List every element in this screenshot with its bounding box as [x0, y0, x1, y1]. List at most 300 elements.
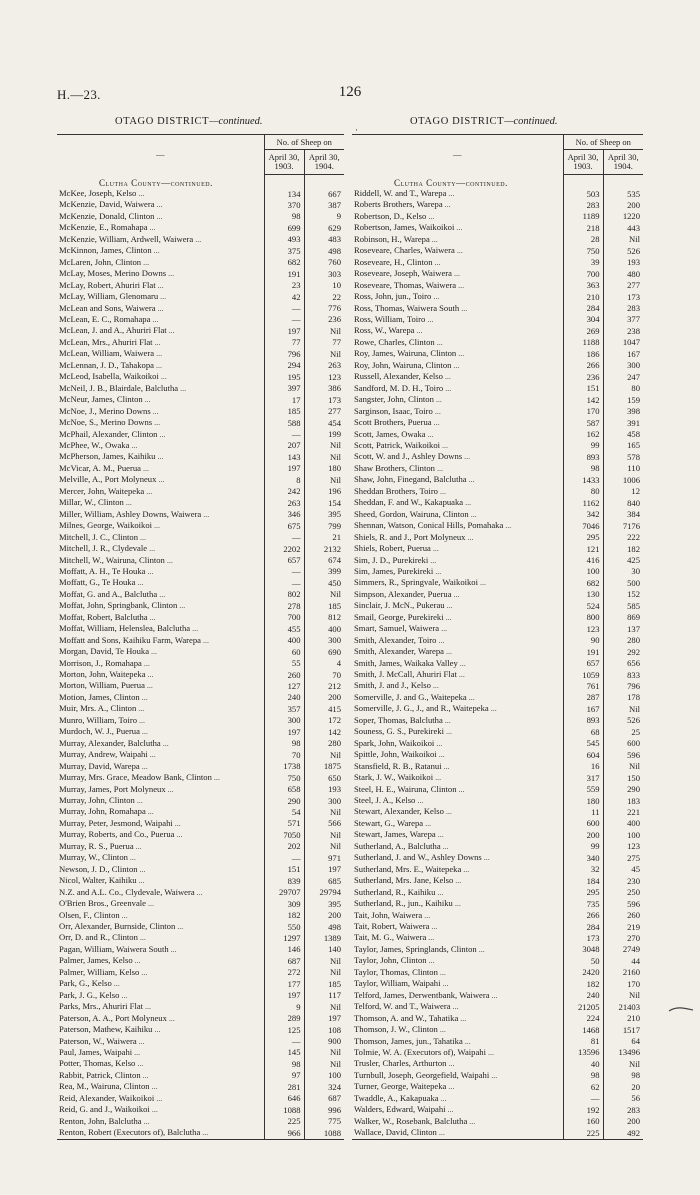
table-row: [352, 463, 643, 474]
row-sheep-1903: 272: [264, 967, 304, 978]
row-sheep-1904: 247: [603, 371, 643, 382]
table-row: [352, 394, 643, 405]
row-name: Tait, M. G., Waiwera ...: [354, 932, 435, 943]
table-row: [57, 715, 344, 726]
row-sheep-1903: 225: [563, 1127, 603, 1138]
row-sheep-1904: 535: [603, 188, 643, 199]
row-sheep-1903: 142: [563, 394, 603, 405]
row-sheep-1903: 524: [563, 600, 603, 611]
table-row: [57, 394, 344, 405]
row-name: McKenzie, David, Waiwera ...: [59, 199, 163, 210]
table-row: [57, 818, 344, 829]
row-name: Sim, James, Purekireki ...: [354, 565, 442, 576]
row-sheep-1904: 150: [603, 772, 643, 783]
row-name: Muir, Mrs. A., Clinton ...: [59, 703, 145, 714]
row-sheep-1904: Nil: [603, 990, 643, 1001]
row-sheep-1904: 399: [304, 566, 344, 577]
row-name: McNeil, J. B., Blairdale, Balclutha ...: [59, 382, 187, 393]
row-sheep-1904: 498: [304, 921, 344, 932]
row-sheep-1903: 750: [563, 245, 603, 256]
column-separator-mark: ·: [355, 125, 358, 135]
row-name: Stewart, Alexander, Kelso ...: [354, 806, 452, 817]
row-sheep-1904: 13496: [603, 1047, 643, 1058]
row-name: Renton, John, Balclutha ...: [59, 1115, 150, 1126]
row-sheep-1904: 280: [304, 738, 344, 749]
row-sheep-1903: 121: [563, 543, 603, 554]
table-row: [57, 268, 344, 279]
row-name: Morton, William, Puerua ...: [59, 680, 153, 691]
row-sheep-1903: 81: [563, 1036, 603, 1047]
row-sheep-1904: 196: [304, 486, 344, 497]
row-name: Mitchell, J. C., Clinton ...: [59, 531, 147, 542]
row-name: McLennan, J. D., Tahakopa ...: [59, 359, 162, 370]
row-sheep-1904: 4: [304, 658, 344, 669]
table-row: [57, 1047, 344, 1058]
table-row: [57, 451, 344, 462]
table-row: [57, 738, 344, 749]
row-sheep-1904: Nil: [304, 348, 344, 359]
table-row: [352, 738, 643, 749]
table-row: [352, 520, 643, 531]
row-sheep-1904: 197: [304, 1013, 344, 1024]
table-row: [352, 967, 643, 978]
row-sheep-1903: 1297: [264, 932, 304, 943]
row-sheep-1904: 275: [603, 852, 643, 863]
table-row: [352, 749, 643, 760]
table-row: [352, 451, 643, 462]
row-sheep-1904: 971: [304, 852, 344, 863]
table-row: [352, 864, 643, 875]
table-row: [352, 715, 643, 726]
row-sheep-1903: 218: [563, 222, 603, 233]
row-sheep-1904: 443: [603, 222, 643, 233]
row-name: McKenzie, Donald, Clinton ...: [59, 210, 163, 221]
row-sheep-1904: 398: [603, 406, 643, 417]
row-name: Wallace, David, Clinton ...: [354, 1127, 445, 1138]
table-row: [57, 875, 344, 886]
row-name: Stark, J. W., Waikoikoi ...: [354, 772, 442, 783]
table-row: [352, 623, 643, 634]
left-continued: —continued.: [209, 116, 263, 127]
row-sheep-1903: 281: [264, 1081, 304, 1092]
row-name: Sheddan, F. and W., Kakapuaka ...: [354, 497, 472, 508]
table-row: [352, 1013, 643, 1024]
row-sheep-1903: 503: [563, 188, 603, 199]
table-row: [352, 1070, 643, 1081]
row-sheep-1904: 210: [603, 1013, 643, 1024]
row-name: Thomson, J. W., Clinton ...: [354, 1024, 446, 1035]
row-sheep-1904: 222: [603, 532, 643, 543]
row-sheep-1904: 685: [304, 875, 344, 886]
row-sheep-1904: 415: [304, 703, 344, 714]
row-sheep-1904: 454: [304, 417, 344, 428]
row-sheep-1903: —: [264, 852, 304, 863]
table-row: [352, 875, 643, 886]
table-row: [352, 795, 643, 806]
table-row: [352, 600, 643, 611]
row-sheep-1903: 317: [563, 772, 603, 783]
table-row: [57, 429, 344, 440]
row-sheep-1903: 162: [563, 429, 603, 440]
row-name: Sutherland, Mrs. E., Waitepeka ...: [354, 863, 470, 874]
table-row: [57, 749, 344, 760]
row-sheep-1903: 455: [264, 623, 304, 634]
row-sheep-1904: Nil: [304, 440, 344, 451]
row-sheep-1903: 197: [264, 325, 304, 336]
table-row: [57, 921, 344, 932]
row-name: Morrison, J., Romahapa ...: [59, 657, 150, 668]
row-name: Ross, Thomas, Waiwera South ...: [354, 302, 468, 313]
table-row: [57, 864, 344, 875]
right-county-label: Clutha County—continued.: [394, 178, 508, 188]
row-name: Tolmie, W. A. (Executors of), Waipahi ...: [354, 1046, 494, 1057]
table-row: [57, 669, 344, 680]
row-sheep-1903: 98: [264, 211, 304, 222]
row-sheep-1903: 13596: [563, 1047, 603, 1058]
row-sheep-1904: 108: [304, 1024, 344, 1035]
row-sheep-1904: 387: [304, 199, 344, 210]
row-sheep-1903: 309: [264, 898, 304, 909]
table-row: [57, 589, 344, 600]
row-name: Sutherland, J. and W., Ashley Downs ...: [354, 852, 490, 863]
row-name: Reid, G. and J., Waikoikoi ...: [59, 1104, 158, 1115]
table-row: [57, 566, 344, 577]
row-sheep-1903: 98: [563, 463, 603, 474]
row-sheep-1904: 270: [603, 932, 643, 943]
row-name: Paterson, W., Waiwera ...: [59, 1035, 145, 1046]
table-row: [57, 829, 344, 840]
row-sheep-1903: 646: [264, 1093, 304, 1104]
row-sheep-1904: 200: [603, 1116, 643, 1127]
row-sheep-1903: 225: [264, 1116, 304, 1127]
row-sheep-1904: 170: [603, 978, 643, 989]
row-sheep-1904: 1006: [603, 474, 643, 485]
row-sheep-1904: 386: [304, 383, 344, 394]
table-row: [352, 887, 643, 898]
table-row: [57, 1001, 344, 1012]
row-name: Orr, Alexander, Burnside, Clinton ...: [59, 921, 184, 931]
row-sheep-1903: 182: [264, 910, 304, 921]
table-row: [57, 211, 344, 222]
row-sheep-1903: 143: [264, 451, 304, 462]
row-name: Shaw Brothers, Clinton ...: [354, 462, 443, 473]
row-name: Palmer, William, Kelso ...: [59, 966, 148, 977]
row-sheep-1904: Nil: [304, 1058, 344, 1069]
row-name: O'Brien Bros., Greenvale ...: [59, 898, 154, 909]
row-name: Robinson, H., Warepa ...: [354, 233, 438, 244]
row-sheep-1904: 80: [603, 383, 643, 394]
row-sheep-1904: 303: [304, 268, 344, 279]
row-name: McLaren, John, Clinton ...: [59, 256, 150, 267]
row-sheep-1904: Nil: [304, 967, 344, 978]
row-name: Park, G., Kelso ...: [59, 978, 120, 989]
row-sheep-1903: 224: [563, 1013, 603, 1024]
row-name: Smith, J. McCall, Ahuriri Flat ...: [354, 669, 465, 680]
row-sheep-1904: Nil: [304, 1047, 344, 1058]
row-sheep-1904: 2160: [603, 967, 643, 978]
row-name: Sutherland, R., jun., Kaihiku ...: [354, 898, 461, 909]
table-row: [352, 898, 643, 909]
table-row: [352, 1024, 643, 1035]
row-name: Miller, William, Ashley Downs, Waiwera ...: [59, 508, 210, 519]
row-name: Murray, Mrs. Grace, Meadow Bank, Clinton ...: [59, 772, 220, 783]
row-name: Park, J. G., Kelso ...: [59, 989, 128, 1000]
table-row: [352, 806, 643, 817]
row-sheep-1904: 238: [603, 325, 643, 336]
row-sheep-1903: 363: [563, 280, 603, 291]
table-row: [352, 234, 643, 245]
table-row: [352, 829, 643, 840]
row-name: Russell, Alexander, Kelso ...: [354, 371, 451, 382]
row-sheep-1903: 134: [264, 188, 304, 199]
row-sheep-1904: 656: [603, 658, 643, 669]
row-sheep-1904: 300: [304, 795, 344, 806]
row-sheep-1904: 2132: [304, 543, 344, 554]
row-name: Murray, Andrew, Waipahi ...: [59, 749, 156, 760]
table-row: [57, 1058, 344, 1069]
table-row: [57, 852, 344, 863]
row-sheep-1903: 587: [563, 417, 603, 428]
row-sheep-1903: 68: [563, 726, 603, 737]
row-name: Scott, W. and J., Ashley Downs ...: [354, 451, 471, 462]
row-sheep-1903: 130: [563, 589, 603, 600]
row-sheep-1904: 391: [603, 417, 643, 428]
table-row: [352, 406, 643, 417]
row-sheep-1903: 21205: [563, 1001, 603, 1012]
row-sheep-1903: 98: [563, 1070, 603, 1081]
row-sheep-1904: 10: [304, 280, 344, 291]
row-name: Smail, George, Purekireki ...: [354, 611, 452, 622]
row-sheep-1904: 7176: [603, 520, 643, 531]
row-name: Taylor, John, Clinton ...: [354, 955, 435, 966]
row-sheep-1903: —: [264, 577, 304, 588]
row-name: Souness, G. S., Purekireki ...: [354, 726, 452, 737]
row-name: Walders, Edward, Waipahi ...: [354, 1104, 454, 1115]
table-row: [352, 360, 643, 371]
table-row: [352, 852, 643, 863]
row-sheep-1903: 397: [264, 383, 304, 394]
row-name: Simpson, Alexander, Puerua ...: [354, 588, 460, 599]
row-name: Moffat, G. and A., Balclutha ...: [59, 588, 166, 599]
row-sheep-1903: 342: [563, 509, 603, 520]
row-sheep-1903: 750: [264, 772, 304, 783]
table-row: [352, 1127, 643, 1138]
row-name: Simmers, R., Springvale, Waikoikoi ...: [354, 577, 486, 588]
row-name: Roy, James, Wairuna, Clinton ...: [354, 348, 465, 359]
row-sheep-1903: 416: [563, 555, 603, 566]
row-name: Scott, James, Owaka ...: [354, 428, 434, 439]
row-sheep-1904: 1875: [304, 761, 344, 772]
row-sheep-1904: 796: [603, 680, 643, 691]
row-sheep-1904: Nil: [304, 806, 344, 817]
row-sheep-1904: 56: [603, 1093, 643, 1104]
row-name: Potter, Thomas, Kelso ...: [59, 1058, 144, 1069]
table-row: [352, 761, 643, 772]
row-sheep-1903: 284: [563, 303, 603, 314]
table-row: [352, 291, 643, 302]
row-sheep-1904: 212: [304, 680, 344, 691]
row-sheep-1904: 300: [603, 360, 643, 371]
row-sheep-1904: 760: [304, 257, 344, 268]
table-row: [352, 910, 643, 921]
row-sheep-1904: 165: [603, 440, 643, 451]
row-name: Walker, W., Rosebank, Balclutha ...: [354, 1115, 476, 1126]
right-sheep-table: [352, 134, 643, 1140]
row-name: Spark, John, Waikoikoi ...: [354, 737, 443, 748]
row-sheep-1903: 687: [264, 955, 304, 966]
row-sheep-1903: 127: [264, 680, 304, 691]
row-sheep-1903: 682: [264, 257, 304, 268]
row-name: Murray, Peter, Jesmond, Waipahi ...: [59, 817, 181, 828]
row-name: Murray, Alexander, Balclutha ...: [59, 737, 169, 748]
row-name: Rowe, Charles, Clinton ...: [354, 336, 443, 347]
table-row: [352, 818, 643, 829]
row-sheep-1903: 682: [563, 577, 603, 588]
table-row: [57, 646, 344, 657]
table-row: [57, 280, 344, 291]
row-sheep-1904: 526: [603, 245, 643, 256]
row-sheep-1903: 3048: [563, 944, 603, 955]
row-sheep-1904: 200: [304, 692, 344, 703]
row-sheep-1904: 1389: [304, 932, 344, 943]
row-sheep-1903: 60: [264, 646, 304, 657]
table-row: [57, 658, 344, 669]
row-name: Paterson, Mathew, Kaihiku ...: [59, 1024, 161, 1035]
table-row: [352, 497, 643, 508]
row-sheep-1904: 21: [304, 532, 344, 543]
table-row: [57, 1036, 344, 1047]
row-sheep-1903: 269: [563, 325, 603, 336]
table-row: [57, 990, 344, 1001]
row-sheep-1903: 300: [264, 715, 304, 726]
row-sheep-1903: 1088: [264, 1104, 304, 1115]
row-sheep-1903: 240: [264, 692, 304, 703]
row-sheep-1904: 260: [603, 910, 643, 921]
row-sheep-1903: 1468: [563, 1024, 603, 1035]
table-row: [57, 1093, 344, 1104]
row-name: Roseveare, Charles, Waiwera ...: [354, 245, 463, 256]
table-row: [57, 417, 344, 428]
row-name: N.Z. and A.L. Co., Clydevale, Waiwera ...: [59, 886, 203, 897]
row-sheep-1904: 687: [304, 1093, 344, 1104]
table-row: [352, 188, 643, 199]
right-rows: [352, 188, 643, 1139]
row-name: Soper, Thomas, Balclutha ...: [354, 714, 451, 725]
table-row: [352, 509, 643, 520]
row-sheep-1904: 9: [304, 211, 344, 222]
row-sheep-1904: 596: [603, 749, 643, 760]
row-name: Scott, Patrick, Waikoikoi ...: [354, 439, 449, 450]
right-district-name: OTAGO DISTRICT: [410, 116, 505, 127]
row-name: Shennan, Watson, Conical Hills, Pomahaka ...: [354, 520, 512, 531]
row-name: Murray, David, Warepa ...: [59, 760, 148, 771]
table-row: [352, 726, 643, 737]
table-row: [352, 692, 643, 703]
left-district-heading: [115, 116, 263, 127]
row-sheep-1903: 202: [264, 841, 304, 852]
row-name: Newson, J. D., Clinton ...: [59, 863, 146, 874]
row-name: Palmer, James, Kelso ...: [59, 955, 141, 966]
table-row: [352, 990, 643, 1001]
table-row: [57, 1116, 344, 1127]
row-sheep-1903: 657: [264, 555, 304, 566]
row-sheep-1904: 324: [304, 1081, 344, 1092]
row-sheep-1903: 1162: [563, 497, 603, 508]
row-sheep-1903: —: [264, 429, 304, 440]
row-sheep-1903: 97: [264, 1070, 304, 1081]
table-row: [57, 600, 344, 611]
row-sheep-1903: 32: [563, 864, 603, 875]
row-name: Shiels, Robert, Puerua ...: [354, 543, 439, 554]
row-sheep-1904: 458: [603, 429, 643, 440]
left-name-header: —: [156, 149, 165, 160]
row-sheep-1903: 55: [264, 658, 304, 669]
row-name: Rabbit, Patrick, Clinton ...: [59, 1069, 149, 1080]
row-name: Murdoch, W. J., Puerua ...: [59, 726, 148, 737]
row-sheep-1903: 493: [264, 234, 304, 245]
row-sheep-1904: 250: [603, 887, 643, 898]
row-sheep-1904: 566: [304, 818, 344, 829]
row-name: Pagan, William, Waiwera South ...: [59, 943, 177, 954]
row-sheep-1903: 600: [563, 818, 603, 829]
row-sheep-1903: 571: [264, 818, 304, 829]
left-sheep-header: No. of Sheep on: [264, 135, 344, 150]
row-name: Scott Brothers, Puerua ...: [354, 417, 440, 428]
row-sheep-1903: 40: [563, 1058, 603, 1069]
table-row: [352, 1081, 643, 1092]
row-name: Riddell, W. and T., Warepa ...: [354, 188, 455, 198]
row-sheep-1904: 25: [603, 726, 643, 737]
row-sheep-1904: 236: [304, 314, 344, 325]
row-name: Twaddle, A., Kakapuaka ...: [354, 1092, 447, 1103]
row-name: Stewart, James, Warepa ...: [354, 829, 444, 840]
row-name: Milnes, George, Waikoikoi ...: [59, 520, 161, 531]
row-sheep-1903: 357: [264, 703, 304, 714]
table-row: [352, 1058, 643, 1069]
table-row: [57, 841, 344, 852]
table-row: [352, 784, 643, 795]
row-sheep-1903: 180: [563, 795, 603, 806]
row-name: Trusler, Charles, Arthurton ...: [354, 1058, 455, 1069]
row-sheep-1903: 2420: [563, 967, 603, 978]
row-sheep-1903: —: [264, 303, 304, 314]
row-sheep-1903: 893: [563, 715, 603, 726]
row-sheep-1904: Nil: [304, 829, 344, 840]
row-name: Murray, R. S., Puerua ...: [59, 840, 142, 851]
row-sheep-1904: 152: [603, 589, 643, 600]
row-sheep-1903: 167: [563, 703, 603, 714]
row-sheep-1903: 8: [264, 474, 304, 485]
row-sheep-1903: 289: [264, 1013, 304, 1024]
table-row: [352, 245, 643, 256]
row-sheep-1903: 1738: [264, 761, 304, 772]
row-sheep-1904: Nil: [304, 589, 344, 600]
row-name: Parks, Mrs., Ahuriri Flat ...: [59, 1001, 152, 1012]
row-sheep-1904: 123: [304, 371, 344, 382]
row-sheep-1904: 450: [304, 577, 344, 588]
right-name-header: —: [453, 149, 462, 160]
row-sheep-1903: 800: [563, 612, 603, 623]
row-name: Robertson, D., Kelso ...: [354, 210, 435, 221]
row-sheep-1903: 62: [563, 1081, 603, 1092]
row-sheep-1904: 425: [603, 555, 643, 566]
table-row: [352, 280, 643, 291]
row-sheep-1904: 650: [304, 772, 344, 783]
row-sheep-1903: 236: [563, 371, 603, 382]
document-reference: H.—23.: [57, 87, 101, 102]
left-year2-header: April 30, 1904.: [304, 150, 344, 175]
table-row: [57, 543, 344, 554]
